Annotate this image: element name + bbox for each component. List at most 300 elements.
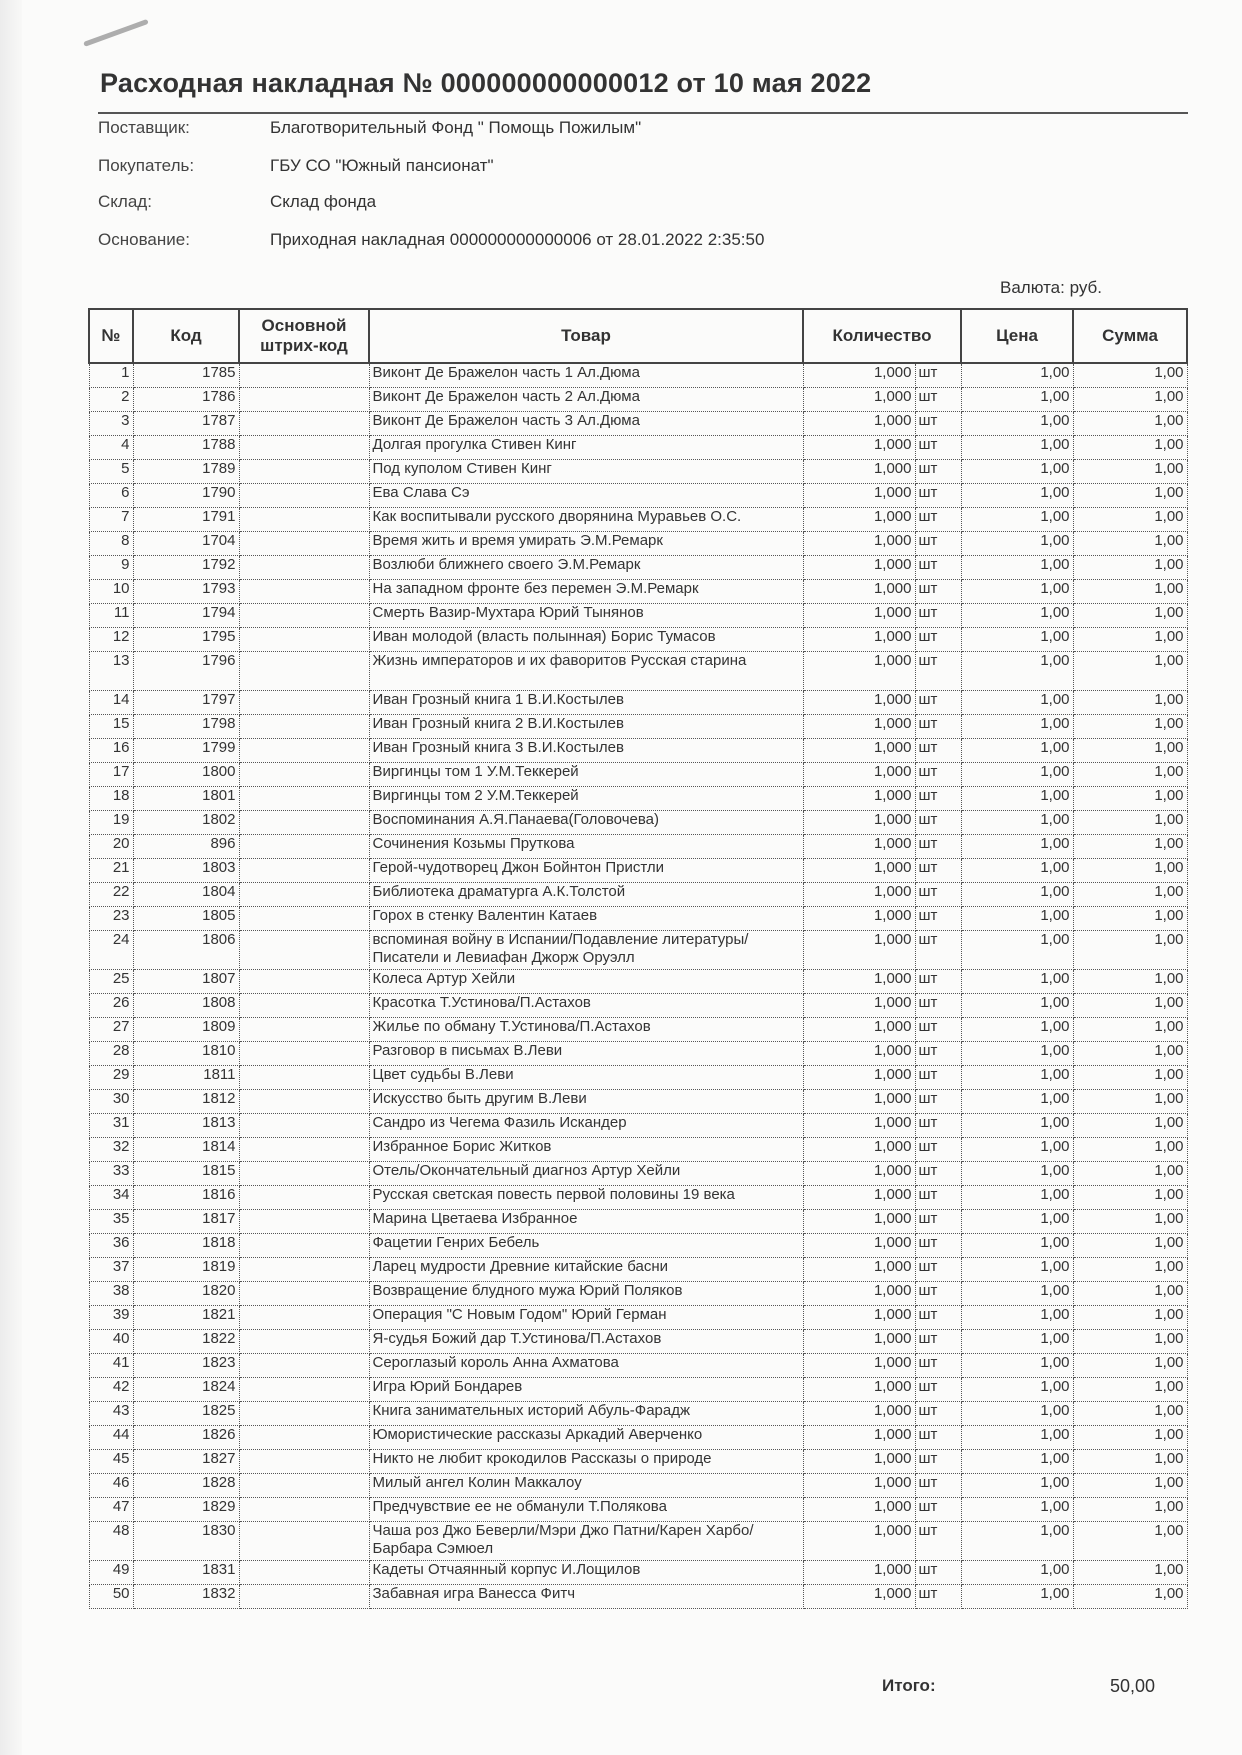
table-body bbox=[89, 363, 1187, 1609]
row-number: 45 bbox=[89, 1450, 133, 1474]
header-barcode: Основной штрих-код bbox=[239, 309, 369, 363]
quantity: 1,000 bbox=[803, 835, 915, 859]
barcode-cell bbox=[239, 1522, 369, 1561]
line-sum: 1,00 bbox=[1073, 811, 1187, 835]
item-name: Никто не любит крокодилов Рассказы о природе bbox=[369, 1450, 803, 1474]
barcode-cell bbox=[239, 1354, 369, 1378]
price: 1,00 bbox=[961, 859, 1073, 883]
quantity: 1,000 bbox=[803, 859, 915, 883]
unit: шт bbox=[915, 580, 961, 604]
row-number: 26 bbox=[89, 994, 133, 1018]
table-row bbox=[89, 1282, 1187, 1306]
table-row bbox=[89, 363, 1187, 388]
item-name: Цвет судьбы В.Леви bbox=[369, 1066, 803, 1090]
quantity: 1,000 bbox=[803, 1354, 915, 1378]
line-sum: 1,00 bbox=[1073, 1210, 1187, 1234]
barcode-cell bbox=[239, 1561, 369, 1585]
row-number: 49 bbox=[89, 1561, 133, 1585]
table-row bbox=[89, 1210, 1187, 1234]
barcode-cell bbox=[239, 1306, 369, 1330]
row-number: 46 bbox=[89, 1474, 133, 1498]
quantity: 1,000 bbox=[803, 508, 915, 532]
item-name: Я-судья Божий дар Т.Устинова/П.Астахов bbox=[369, 1330, 803, 1354]
table-row bbox=[89, 1585, 1187, 1609]
unit: шт bbox=[915, 787, 961, 811]
unit: шт bbox=[915, 1234, 961, 1258]
item-code: 1813 bbox=[133, 1114, 239, 1138]
unit: шт bbox=[915, 436, 961, 460]
quantity: 1,000 bbox=[803, 787, 915, 811]
table-row bbox=[89, 739, 1187, 763]
pen-mark bbox=[83, 19, 149, 47]
line-sum: 1,00 bbox=[1073, 1498, 1187, 1522]
item-name: Жизнь императоров и их фаворитов Русская старина bbox=[369, 652, 803, 691]
barcode-cell bbox=[239, 580, 369, 604]
quantity: 1,000 bbox=[803, 1378, 915, 1402]
table-row bbox=[89, 556, 1187, 580]
line-sum: 1,00 bbox=[1073, 1114, 1187, 1138]
warehouse-row bbox=[98, 192, 376, 212]
barcode-cell bbox=[239, 508, 369, 532]
price: 1,00 bbox=[961, 1450, 1073, 1474]
line-sum: 1,00 bbox=[1073, 931, 1187, 970]
item-code: 1789 bbox=[133, 460, 239, 484]
row-number: 30 bbox=[89, 1090, 133, 1114]
unit: шт bbox=[915, 1282, 961, 1306]
price: 1,00 bbox=[961, 1162, 1073, 1186]
table-row bbox=[89, 1561, 1187, 1585]
item-name: Долгая прогулка Стивен Кинг bbox=[369, 436, 803, 460]
row-number: 7 bbox=[89, 508, 133, 532]
price: 1,00 bbox=[961, 1042, 1073, 1066]
price: 1,00 bbox=[961, 1090, 1073, 1114]
barcode-cell bbox=[239, 970, 369, 994]
item-name: Возвращение блудного мужа Юрий Поляков bbox=[369, 1282, 803, 1306]
price: 1,00 bbox=[961, 1210, 1073, 1234]
item-name: Избранное Борис Житков bbox=[369, 1138, 803, 1162]
line-sum: 1,00 bbox=[1073, 1426, 1187, 1450]
item-code: 1823 bbox=[133, 1354, 239, 1378]
item-code: 1787 bbox=[133, 412, 239, 436]
item-name: Виргинцы том 2 У.М.Теккерей bbox=[369, 787, 803, 811]
price: 1,00 bbox=[961, 1186, 1073, 1210]
table-row bbox=[89, 1066, 1187, 1090]
item-name: Искусство быть другим В.Леви bbox=[369, 1090, 803, 1114]
line-sum: 1,00 bbox=[1073, 907, 1187, 931]
item-name: Время жить и время умирать Э.М.Ремарк bbox=[369, 532, 803, 556]
item-code: 1816 bbox=[133, 1186, 239, 1210]
item-name: Красотка Т.Устинова/П.Астахов bbox=[369, 994, 803, 1018]
item-name: Виргинцы том 1 У.М.Теккерей bbox=[369, 763, 803, 787]
price: 1,00 bbox=[961, 970, 1073, 994]
price: 1,00 bbox=[961, 1018, 1073, 1042]
header-item: Товар bbox=[369, 309, 803, 363]
row-number: 31 bbox=[89, 1114, 133, 1138]
row-number: 22 bbox=[89, 883, 133, 907]
item-name: Библиотека драматурга А.К.Толстой bbox=[369, 883, 803, 907]
unit: шт bbox=[915, 1162, 961, 1186]
quantity: 1,000 bbox=[803, 436, 915, 460]
row-number: 5 bbox=[89, 460, 133, 484]
item-name: Ларец мудрости Древние китайские басни bbox=[369, 1258, 803, 1282]
table-row bbox=[89, 1378, 1187, 1402]
price: 1,00 bbox=[961, 691, 1073, 715]
price: 1,00 bbox=[961, 604, 1073, 628]
line-sum: 1,00 bbox=[1073, 715, 1187, 739]
row-number: 12 bbox=[89, 628, 133, 652]
row-number: 42 bbox=[89, 1378, 133, 1402]
supplier-row bbox=[98, 118, 641, 138]
item-name: Под куполом Стивен Кинг bbox=[369, 460, 803, 484]
row-number: 18 bbox=[89, 787, 133, 811]
item-name: Иван Грозный книга 3 В.И.Костылев bbox=[369, 739, 803, 763]
quantity: 1,000 bbox=[803, 715, 915, 739]
row-number: 23 bbox=[89, 907, 133, 931]
item-code: 896 bbox=[133, 835, 239, 859]
line-sum: 1,00 bbox=[1073, 556, 1187, 580]
line-sum: 1,00 bbox=[1073, 1042, 1187, 1066]
barcode-cell bbox=[239, 652, 369, 691]
item-code: 1828 bbox=[133, 1474, 239, 1498]
row-number: 11 bbox=[89, 604, 133, 628]
quantity: 1,000 bbox=[803, 556, 915, 580]
line-sum: 1,00 bbox=[1073, 970, 1187, 994]
header-sum: Сумма bbox=[1073, 309, 1187, 363]
unit: шт bbox=[915, 628, 961, 652]
item-code: 1819 bbox=[133, 1258, 239, 1282]
unit: шт bbox=[915, 1426, 961, 1450]
quantity: 1,000 bbox=[803, 1186, 915, 1210]
price: 1,00 bbox=[961, 763, 1073, 787]
unit: шт bbox=[915, 556, 961, 580]
total-label: Итого: bbox=[882, 1676, 936, 1695]
header-qty: Количество bbox=[803, 309, 961, 363]
price: 1,00 bbox=[961, 1234, 1073, 1258]
quantity: 1,000 bbox=[803, 1450, 915, 1474]
barcode-cell bbox=[239, 811, 369, 835]
row-number: 37 bbox=[89, 1258, 133, 1282]
table-row bbox=[89, 532, 1187, 556]
unit: шт bbox=[915, 1378, 961, 1402]
table-row bbox=[89, 1090, 1187, 1114]
table-row bbox=[89, 1402, 1187, 1426]
item-code: 1797 bbox=[133, 691, 239, 715]
line-sum: 1,00 bbox=[1073, 994, 1187, 1018]
price: 1,00 bbox=[961, 508, 1073, 532]
title-divider bbox=[98, 112, 1188, 114]
quantity: 1,000 bbox=[803, 363, 915, 388]
table-row bbox=[89, 484, 1187, 508]
barcode-cell bbox=[239, 883, 369, 907]
row-number: 43 bbox=[89, 1402, 133, 1426]
row-number: 36 bbox=[89, 1234, 133, 1258]
barcode-cell bbox=[239, 1042, 369, 1066]
line-sum: 1,00 bbox=[1073, 1330, 1187, 1354]
unit: шт bbox=[915, 1186, 961, 1210]
row-number: 10 bbox=[89, 580, 133, 604]
item-name: Юмористические рассказы Аркадий Аверченко bbox=[369, 1426, 803, 1450]
unit: шт bbox=[915, 883, 961, 907]
item-name: Герой-чудотворец Джон Бойнтон Пристли bbox=[369, 859, 803, 883]
item-name: Сероглазый король Анна Ахматова bbox=[369, 1354, 803, 1378]
scan-edge bbox=[0, 0, 22, 1755]
row-number: 28 bbox=[89, 1042, 133, 1066]
quantity: 1,000 bbox=[803, 1585, 915, 1609]
currency-label: Валюта: руб. bbox=[1000, 278, 1102, 297]
table-row bbox=[89, 1258, 1187, 1282]
table-row bbox=[89, 604, 1187, 628]
barcode-cell bbox=[239, 1426, 369, 1450]
price: 1,00 bbox=[961, 1066, 1073, 1090]
barcode-cell bbox=[239, 859, 369, 883]
barcode-cell bbox=[239, 556, 369, 580]
item-name: Забавная игра Ванесса Фитч bbox=[369, 1585, 803, 1609]
unit: шт bbox=[915, 508, 961, 532]
row-number: 14 bbox=[89, 691, 133, 715]
price: 1,00 bbox=[961, 460, 1073, 484]
barcode-cell bbox=[239, 1474, 369, 1498]
item-code: 1795 bbox=[133, 628, 239, 652]
table-row bbox=[89, 508, 1187, 532]
unit: шт bbox=[915, 412, 961, 436]
item-name: Как воспитывали русского дворянина Муравьев О.С. bbox=[369, 508, 803, 532]
row-number: 48 bbox=[89, 1522, 133, 1561]
item-name: Горох в стенку Валентин Катаев bbox=[369, 907, 803, 931]
unit: шт bbox=[915, 1330, 961, 1354]
quantity: 1,000 bbox=[803, 628, 915, 652]
price: 1,00 bbox=[961, 1258, 1073, 1282]
row-number: 35 bbox=[89, 1210, 133, 1234]
price: 1,00 bbox=[961, 1282, 1073, 1306]
invoice-table bbox=[88, 308, 1188, 1609]
item-name: вспоминая войну в Испании/Подавление литературы/Писатели и Левиафан Джорж Оруэлл bbox=[369, 931, 803, 970]
table-row bbox=[89, 388, 1187, 412]
unit: шт bbox=[915, 1498, 961, 1522]
price: 1,00 bbox=[961, 436, 1073, 460]
line-sum: 1,00 bbox=[1073, 691, 1187, 715]
barcode-cell bbox=[239, 436, 369, 460]
item-code: 1802 bbox=[133, 811, 239, 835]
table-row bbox=[89, 1162, 1187, 1186]
row-number: 40 bbox=[89, 1330, 133, 1354]
line-sum: 1,00 bbox=[1073, 363, 1187, 388]
unit: шт bbox=[915, 1018, 961, 1042]
item-name: Виконт Де Бражелон часть 2 Ал.Дюма bbox=[369, 388, 803, 412]
table-row bbox=[89, 412, 1187, 436]
quantity: 1,000 bbox=[803, 1561, 915, 1585]
quantity: 1,000 bbox=[803, 811, 915, 835]
row-number: 47 bbox=[89, 1498, 133, 1522]
quantity: 1,000 bbox=[803, 388, 915, 412]
item-name: Чаша роз Джо Беверли/Мэри Джо Патни/Карен Харбо/Барбара Сэмюел bbox=[369, 1522, 803, 1561]
quantity: 1,000 bbox=[803, 1138, 915, 1162]
warehouse-label: Склад: bbox=[98, 192, 152, 211]
price: 1,00 bbox=[961, 1522, 1073, 1561]
table-row bbox=[89, 1354, 1187, 1378]
table-row bbox=[89, 1114, 1187, 1138]
quantity: 1,000 bbox=[803, 484, 915, 508]
line-sum: 1,00 bbox=[1073, 859, 1187, 883]
barcode-cell bbox=[239, 1282, 369, 1306]
item-name: Предчувствие ее не обманули Т.Полякова bbox=[369, 1498, 803, 1522]
item-name: Фацетии Генрих Бебель bbox=[369, 1234, 803, 1258]
item-name: Смерть Вазир-Мухтара Юрий Тынянов bbox=[369, 604, 803, 628]
quantity: 1,000 bbox=[803, 1426, 915, 1450]
line-sum: 1,00 bbox=[1073, 1138, 1187, 1162]
table-row bbox=[89, 1138, 1187, 1162]
item-code: 1812 bbox=[133, 1090, 239, 1114]
price: 1,00 bbox=[961, 628, 1073, 652]
unit: шт bbox=[915, 1114, 961, 1138]
quantity: 1,000 bbox=[803, 1258, 915, 1282]
price: 1,00 bbox=[961, 787, 1073, 811]
item-name: Воспоминания А.Я.Панаева(Головочева) bbox=[369, 811, 803, 835]
unit: шт bbox=[915, 1210, 961, 1234]
row-number: 19 bbox=[89, 811, 133, 835]
item-name: Книга занимательных историй Абуль-Фарадж bbox=[369, 1402, 803, 1426]
item-code: 1818 bbox=[133, 1234, 239, 1258]
line-sum: 1,00 bbox=[1073, 460, 1187, 484]
price: 1,00 bbox=[961, 652, 1073, 691]
item-code: 1793 bbox=[133, 580, 239, 604]
row-number: 17 bbox=[89, 763, 133, 787]
row-number: 27 bbox=[89, 1018, 133, 1042]
line-sum: 1,00 bbox=[1073, 1561, 1187, 1585]
row-number: 2 bbox=[89, 388, 133, 412]
row-number: 20 bbox=[89, 835, 133, 859]
row-number: 34 bbox=[89, 1186, 133, 1210]
price: 1,00 bbox=[961, 556, 1073, 580]
price: 1,00 bbox=[961, 1474, 1073, 1498]
price: 1,00 bbox=[961, 994, 1073, 1018]
item-name: Жилье по обману Т.Устинова/П.Астахов bbox=[369, 1018, 803, 1042]
row-number: 21 bbox=[89, 859, 133, 883]
line-sum: 1,00 bbox=[1073, 835, 1187, 859]
item-name: Иван молодой (власть полынная) Борис Тумасов bbox=[369, 628, 803, 652]
warehouse-value: Склад фонда bbox=[270, 192, 377, 211]
item-code: 1792 bbox=[133, 556, 239, 580]
barcode-cell bbox=[239, 907, 369, 931]
unit: шт bbox=[915, 907, 961, 931]
unit: шт bbox=[915, 1522, 961, 1561]
unit: шт bbox=[915, 1354, 961, 1378]
price: 1,00 bbox=[961, 739, 1073, 763]
row-number: 39 bbox=[89, 1306, 133, 1330]
item-name: Виконт Де Бражелон часть 1 Ал.Дюма bbox=[369, 363, 803, 388]
quantity: 1,000 bbox=[803, 1402, 915, 1426]
row-number: 4 bbox=[89, 436, 133, 460]
item-name: Русская светская повесть первой половины 19 века bbox=[369, 1186, 803, 1210]
price: 1,00 bbox=[961, 811, 1073, 835]
unit: шт bbox=[915, 931, 961, 970]
line-sum: 1,00 bbox=[1073, 1258, 1187, 1282]
barcode-cell bbox=[239, 628, 369, 652]
unit: шт bbox=[915, 1138, 961, 1162]
price: 1,00 bbox=[961, 1138, 1073, 1162]
unit: шт bbox=[915, 739, 961, 763]
row-number: 29 bbox=[89, 1066, 133, 1090]
unit: шт bbox=[915, 388, 961, 412]
quantity: 1,000 bbox=[803, 1090, 915, 1114]
unit: шт bbox=[915, 1402, 961, 1426]
line-sum: 1,00 bbox=[1073, 787, 1187, 811]
row-number: 50 bbox=[89, 1585, 133, 1609]
barcode-cell bbox=[239, 1114, 369, 1138]
barcode-cell bbox=[239, 1498, 369, 1522]
row-number: 44 bbox=[89, 1426, 133, 1450]
item-code: 1829 bbox=[133, 1498, 239, 1522]
barcode-cell bbox=[239, 994, 369, 1018]
unit: шт bbox=[915, 1258, 961, 1282]
quantity: 1,000 bbox=[803, 1282, 915, 1306]
item-name: Сочинения Козьмы Пруткова bbox=[369, 835, 803, 859]
item-code: 1804 bbox=[133, 883, 239, 907]
table-row bbox=[89, 1450, 1187, 1474]
item-code: 1791 bbox=[133, 508, 239, 532]
table-row bbox=[89, 811, 1187, 835]
barcode-cell bbox=[239, 787, 369, 811]
price: 1,00 bbox=[961, 1306, 1073, 1330]
line-sum: 1,00 bbox=[1073, 883, 1187, 907]
quantity: 1,000 bbox=[803, 1306, 915, 1330]
quantity: 1,000 bbox=[803, 1114, 915, 1138]
unit: шт bbox=[915, 1474, 961, 1498]
unit: шт bbox=[915, 1090, 961, 1114]
unit: шт bbox=[915, 970, 961, 994]
item-code: 1817 bbox=[133, 1210, 239, 1234]
unit: шт bbox=[915, 532, 961, 556]
table-row bbox=[89, 1330, 1187, 1354]
quantity: 1,000 bbox=[803, 994, 915, 1018]
barcode-cell bbox=[239, 484, 369, 508]
item-code: 1799 bbox=[133, 739, 239, 763]
price: 1,00 bbox=[961, 907, 1073, 931]
line-sum: 1,00 bbox=[1073, 1522, 1187, 1561]
item-code: 1815 bbox=[133, 1162, 239, 1186]
line-sum: 1,00 bbox=[1073, 1186, 1187, 1210]
row-number: 1 bbox=[89, 363, 133, 388]
quantity: 1,000 bbox=[803, 907, 915, 931]
item-name: Операция "С Новым Годом" Юрий Герман bbox=[369, 1306, 803, 1330]
quantity: 1,000 bbox=[803, 1234, 915, 1258]
quantity: 1,000 bbox=[803, 1042, 915, 1066]
item-code: 1825 bbox=[133, 1402, 239, 1426]
unit: шт bbox=[915, 1561, 961, 1585]
table-row bbox=[89, 436, 1187, 460]
row-number: 3 bbox=[89, 412, 133, 436]
item-code: 1790 bbox=[133, 484, 239, 508]
barcode-cell bbox=[239, 1258, 369, 1282]
quantity: 1,000 bbox=[803, 1066, 915, 1090]
item-code: 1806 bbox=[133, 931, 239, 970]
row-number: 6 bbox=[89, 484, 133, 508]
table-row bbox=[89, 1186, 1187, 1210]
quantity: 1,000 bbox=[803, 1018, 915, 1042]
barcode-cell bbox=[239, 1378, 369, 1402]
item-code: 1803 bbox=[133, 859, 239, 883]
line-sum: 1,00 bbox=[1073, 1450, 1187, 1474]
table-row bbox=[89, 994, 1187, 1018]
header-price: Цена bbox=[961, 309, 1073, 363]
line-sum: 1,00 bbox=[1073, 1378, 1187, 1402]
unit: шт bbox=[915, 1066, 961, 1090]
item-name: Разговор в письмах В.Леви bbox=[369, 1042, 803, 1066]
table-row bbox=[89, 907, 1187, 931]
quantity: 1,000 bbox=[803, 1210, 915, 1234]
line-sum: 1,00 bbox=[1073, 412, 1187, 436]
line-sum: 1,00 bbox=[1073, 1306, 1187, 1330]
unit: шт bbox=[915, 652, 961, 691]
